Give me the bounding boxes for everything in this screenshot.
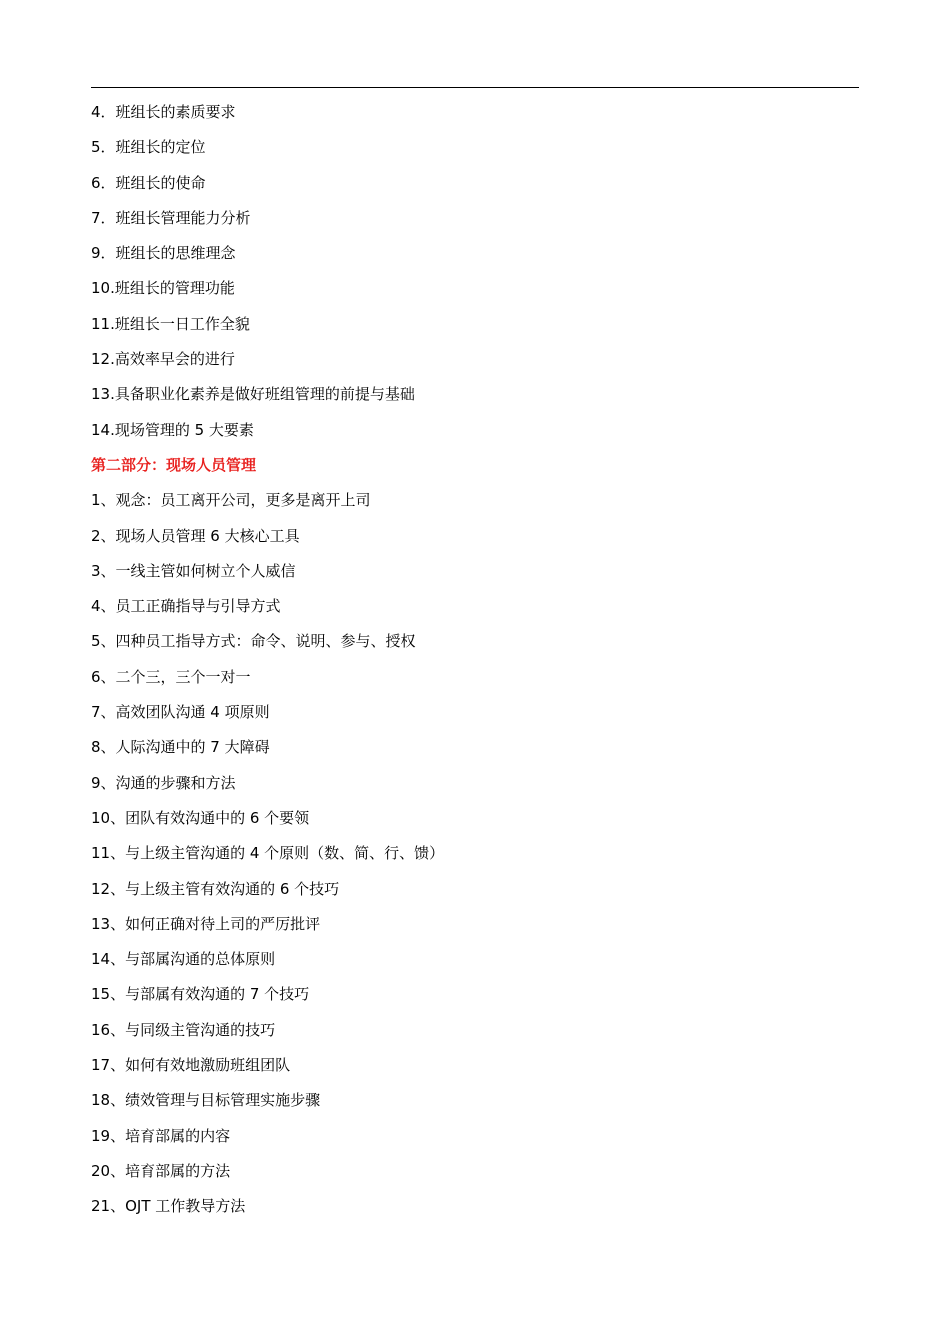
list-item: 6．班组长的使命 (91, 173, 206, 192)
part2-list (91, 486, 859, 1227)
list-item: 18、绩效管理与目标管理实施步骤 (91, 1091, 321, 1110)
list-item: 12、与上级主管有效沟通的 6 个技巧 (91, 879, 340, 898)
list-item: 7．班组长管理能力分析 (91, 208, 251, 227)
list-item: 7、高效团队沟通 4 项原则 (91, 703, 270, 722)
document-body (91, 98, 859, 1228)
list-item: 9、沟通的步骤和方法 (91, 773, 236, 792)
list-item: 17、如何有效地激励班组团队 (91, 1056, 291, 1075)
list-item: 9．班组长的思维理念 (91, 244, 236, 263)
section-heading: 第二部分：现场人员管理 (91, 455, 257, 474)
list-item: 8、人际沟通中的 7 大障碍 (91, 738, 270, 757)
list-item: 6、二个三，三个一对一 (91, 667, 251, 686)
list-item: 10、团队有效沟通中的 6 个要领 (91, 808, 310, 827)
part1-list (91, 98, 859, 451)
list-item: 16、与同级主管沟通的技巧 (91, 1020, 276, 1039)
list-item: 20、培育部属的方法 (91, 1161, 231, 1180)
list-item: 2、现场人员管理 6 大核心工具 (91, 526, 300, 545)
list-item: 1、观念：员工离开公司，更多是离开上司 (91, 491, 371, 510)
list-item: 13.具备职业化素养是做好班组管理的前提与基础 (91, 385, 415, 404)
list-item: 5．班组长的定位 (91, 138, 206, 157)
list-item: 4、员工正确指导与引导方式 (91, 597, 281, 616)
list-item: 11、与上级主管沟通的 4 个原则（数、简、行、馈） (91, 844, 445, 863)
list-item: 5、四种员工指导方式：命令、说明、参与、授权 (91, 632, 416, 651)
list-item: 21、OJT 工作教导方法 (91, 1197, 246, 1216)
header-rule (91, 87, 859, 88)
list-item: 14.现场管理的 5 大要素 (91, 420, 254, 439)
list-item: 15、与部属有效沟通的 7 个技巧 (91, 985, 310, 1004)
list-item: 12.高效率早会的进行 (91, 350, 235, 369)
list-item: 13、如何正确对待上司的严厉批评 (91, 914, 321, 933)
list-item: 10.班组长的管理功能 (91, 279, 235, 298)
list-item: 11.班组长一日工作全貌 (91, 314, 250, 333)
list-item: 3、一线主管如何树立个人威信 (91, 561, 296, 580)
list-item: 14、与部属沟通的总体原则 (91, 950, 276, 969)
list-item: 4．班组长的素质要求 (91, 103, 236, 121)
list-item: 19、培育部属的内容 (91, 1126, 231, 1145)
